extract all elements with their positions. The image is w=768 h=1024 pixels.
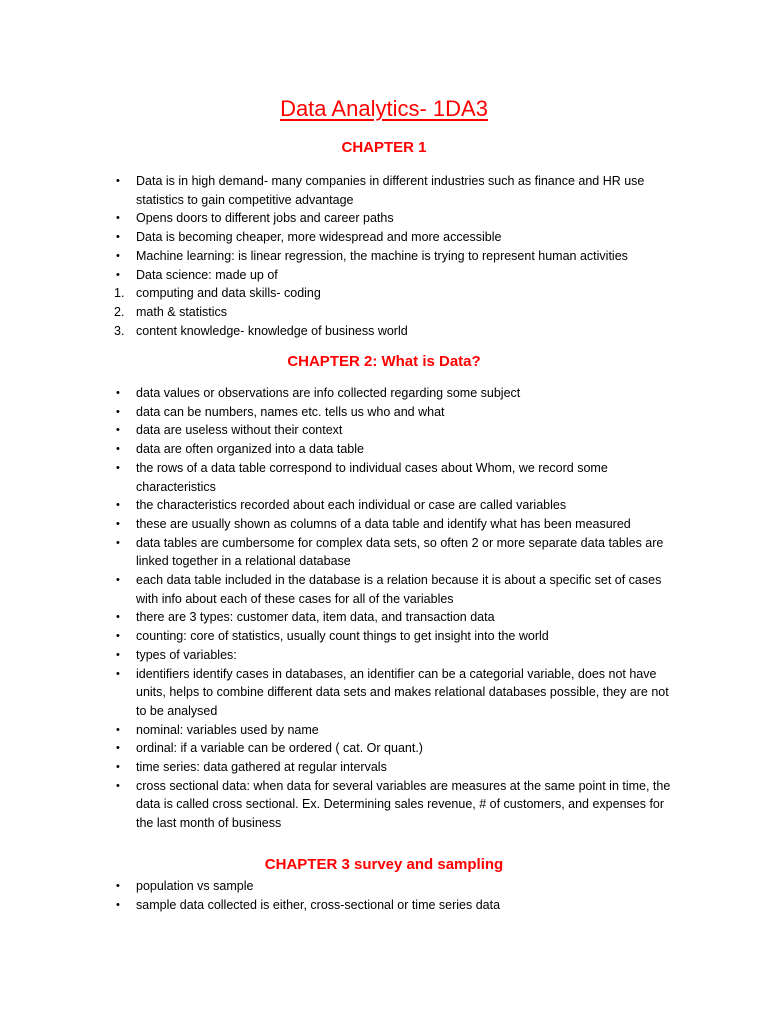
list-item-text: the rows of a data table correspond to individual cases about Whom, we record some characteristics <box>136 460 608 494</box>
list-item-text: Data is becoming cheaper, more widespread and more accessible <box>136 230 502 245</box>
list-item-text: Data is in high demand- many companies in different industries such as finance and HR use statistics to gain competitive advantage <box>136 174 645 207</box>
list-item <box>0 877 676 896</box>
list-item <box>0 266 676 285</box>
chapter-3-list <box>0 877 768 914</box>
bullet-marker: • <box>116 268 120 281</box>
chapter-2-list <box>0 384 768 833</box>
list-item-text: counting: core of statistics, usually count things to get insight into the world <box>136 629 549 644</box>
list-item-text: data are useless without their context <box>136 423 343 438</box>
bullet-marker: • <box>116 536 120 549</box>
bullet-marker: • <box>116 648 120 661</box>
list-item <box>0 303 676 322</box>
list-item <box>0 896 676 915</box>
list-item-text: Opens doors to different jobs and career paths <box>136 211 394 226</box>
bullet-marker: • <box>116 249 120 262</box>
bullet-marker: • <box>116 779 120 792</box>
list-item-text: computing and data skills- coding <box>136 286 321 301</box>
list-item <box>0 721 676 740</box>
bullet-marker: • <box>116 387 120 399</box>
list-item <box>0 571 676 608</box>
list-item-text: types of variables: <box>136 647 237 662</box>
list-item-text: population vs sample <box>136 879 254 893</box>
bullet-marker: • <box>116 630 120 643</box>
chapter-3-heading: CHAPTER 3 survey and sampling <box>264 856 504 873</box>
bullet-marker: • <box>116 443 120 456</box>
list-item-text: the characteristics recorded about each individual or case are called variables <box>136 498 567 513</box>
list-item <box>0 284 676 303</box>
list-item-text: these are usually shown as columns of a data table and identify what has been measured <box>136 516 631 531</box>
list-item-text: data tables are cumbersome for complex data sets, so often 2 or more separate data tables are linked together in a relational database <box>136 535 664 569</box>
list-item-text: identifiers identify cases in databases, an identifier can be a categorial variable, does not have units, helps to combine different data sets and makes relational databases possible, they are not to be analysed <box>136 666 669 718</box>
list-item-text: data are often organized into a data table <box>136 442 364 457</box>
bullet-marker: • <box>116 574 120 587</box>
list-item-text: data values or observations are info collected regarding some subject <box>136 386 521 400</box>
list-item <box>0 665 676 721</box>
list-item <box>0 627 676 646</box>
list-item <box>0 403 676 422</box>
bullet-marker: • <box>116 611 120 624</box>
chapter-2-heading: CHAPTER 2: What is Data? <box>287 353 481 370</box>
list-item-text: nominal: variables used by name <box>136 722 319 737</box>
number-marker: 1. <box>114 286 125 301</box>
list-item-text: cross sectional data: when data for several variables are measures at the same point in time, the data is called cross sectional. Ex. Determining sales revenue, # of customers, and expenses for the last month of business <box>136 778 671 831</box>
list-item <box>0 440 676 459</box>
list-item <box>0 515 676 534</box>
list-item-text: data can be numbers, names etc. tells us who and what <box>136 404 445 419</box>
list-item-text: ordinal: if a variable can be ordered ( cat. Or quant.) <box>136 741 423 756</box>
list-item <box>0 777 676 833</box>
document-title: Data Analytics- 1DA3 <box>280 96 488 121</box>
list-item-text: sample data collected is either, cross-sectional or time series data <box>136 897 501 912</box>
list-item-text: there are 3 types: customer data, item data, and transaction data <box>136 610 495 625</box>
bullet-marker: • <box>116 880 120 892</box>
bullet-marker: • <box>116 212 120 225</box>
list-item <box>0 646 676 665</box>
bullet-marker: • <box>116 742 120 755</box>
list-item <box>0 247 676 266</box>
list-item <box>0 384 676 403</box>
bullet-marker: • <box>116 517 120 530</box>
list-item-text: each data table included in the database is a relation because it is about a specific set of cases with info about each of these cases for all of the variables <box>136 573 662 606</box>
list-item <box>0 739 676 758</box>
list-item <box>0 421 676 440</box>
bullet-marker: • <box>116 424 120 437</box>
bullet-marker: • <box>116 461 120 474</box>
bullet-marker: • <box>116 898 120 911</box>
number-marker: 2. <box>114 304 125 319</box>
bullet-marker: • <box>116 175 120 187</box>
list-item <box>0 608 676 627</box>
list-item-text: Machine learning: is linear regression, the machine is trying to represent human activities <box>136 248 628 263</box>
bullet-marker: • <box>116 667 120 680</box>
list-item-text: content knowledge- knowledge of business world <box>136 323 408 338</box>
bullet-marker: • <box>116 761 120 774</box>
bullet-marker: • <box>116 231 120 244</box>
list-item <box>0 534 676 571</box>
list-item <box>0 172 676 209</box>
list-item <box>0 496 676 515</box>
list-item <box>0 228 676 247</box>
chapter-1-list <box>0 172 768 340</box>
list-item-text: math & statistics <box>136 304 227 319</box>
bullet-marker: • <box>116 723 120 736</box>
list-item-text: time series: data gathered at regular intervals <box>136 760 387 775</box>
bullet-marker: • <box>116 405 120 418</box>
list-item <box>0 209 676 228</box>
number-marker: 3. <box>114 323 125 338</box>
list-item-text: Data science: made up of <box>136 267 278 282</box>
list-item <box>0 459 676 496</box>
chapter-1-heading: CHAPTER 1 <box>341 139 427 156</box>
list-item <box>0 758 676 777</box>
bullet-marker: • <box>116 499 120 512</box>
list-item <box>0 322 676 341</box>
